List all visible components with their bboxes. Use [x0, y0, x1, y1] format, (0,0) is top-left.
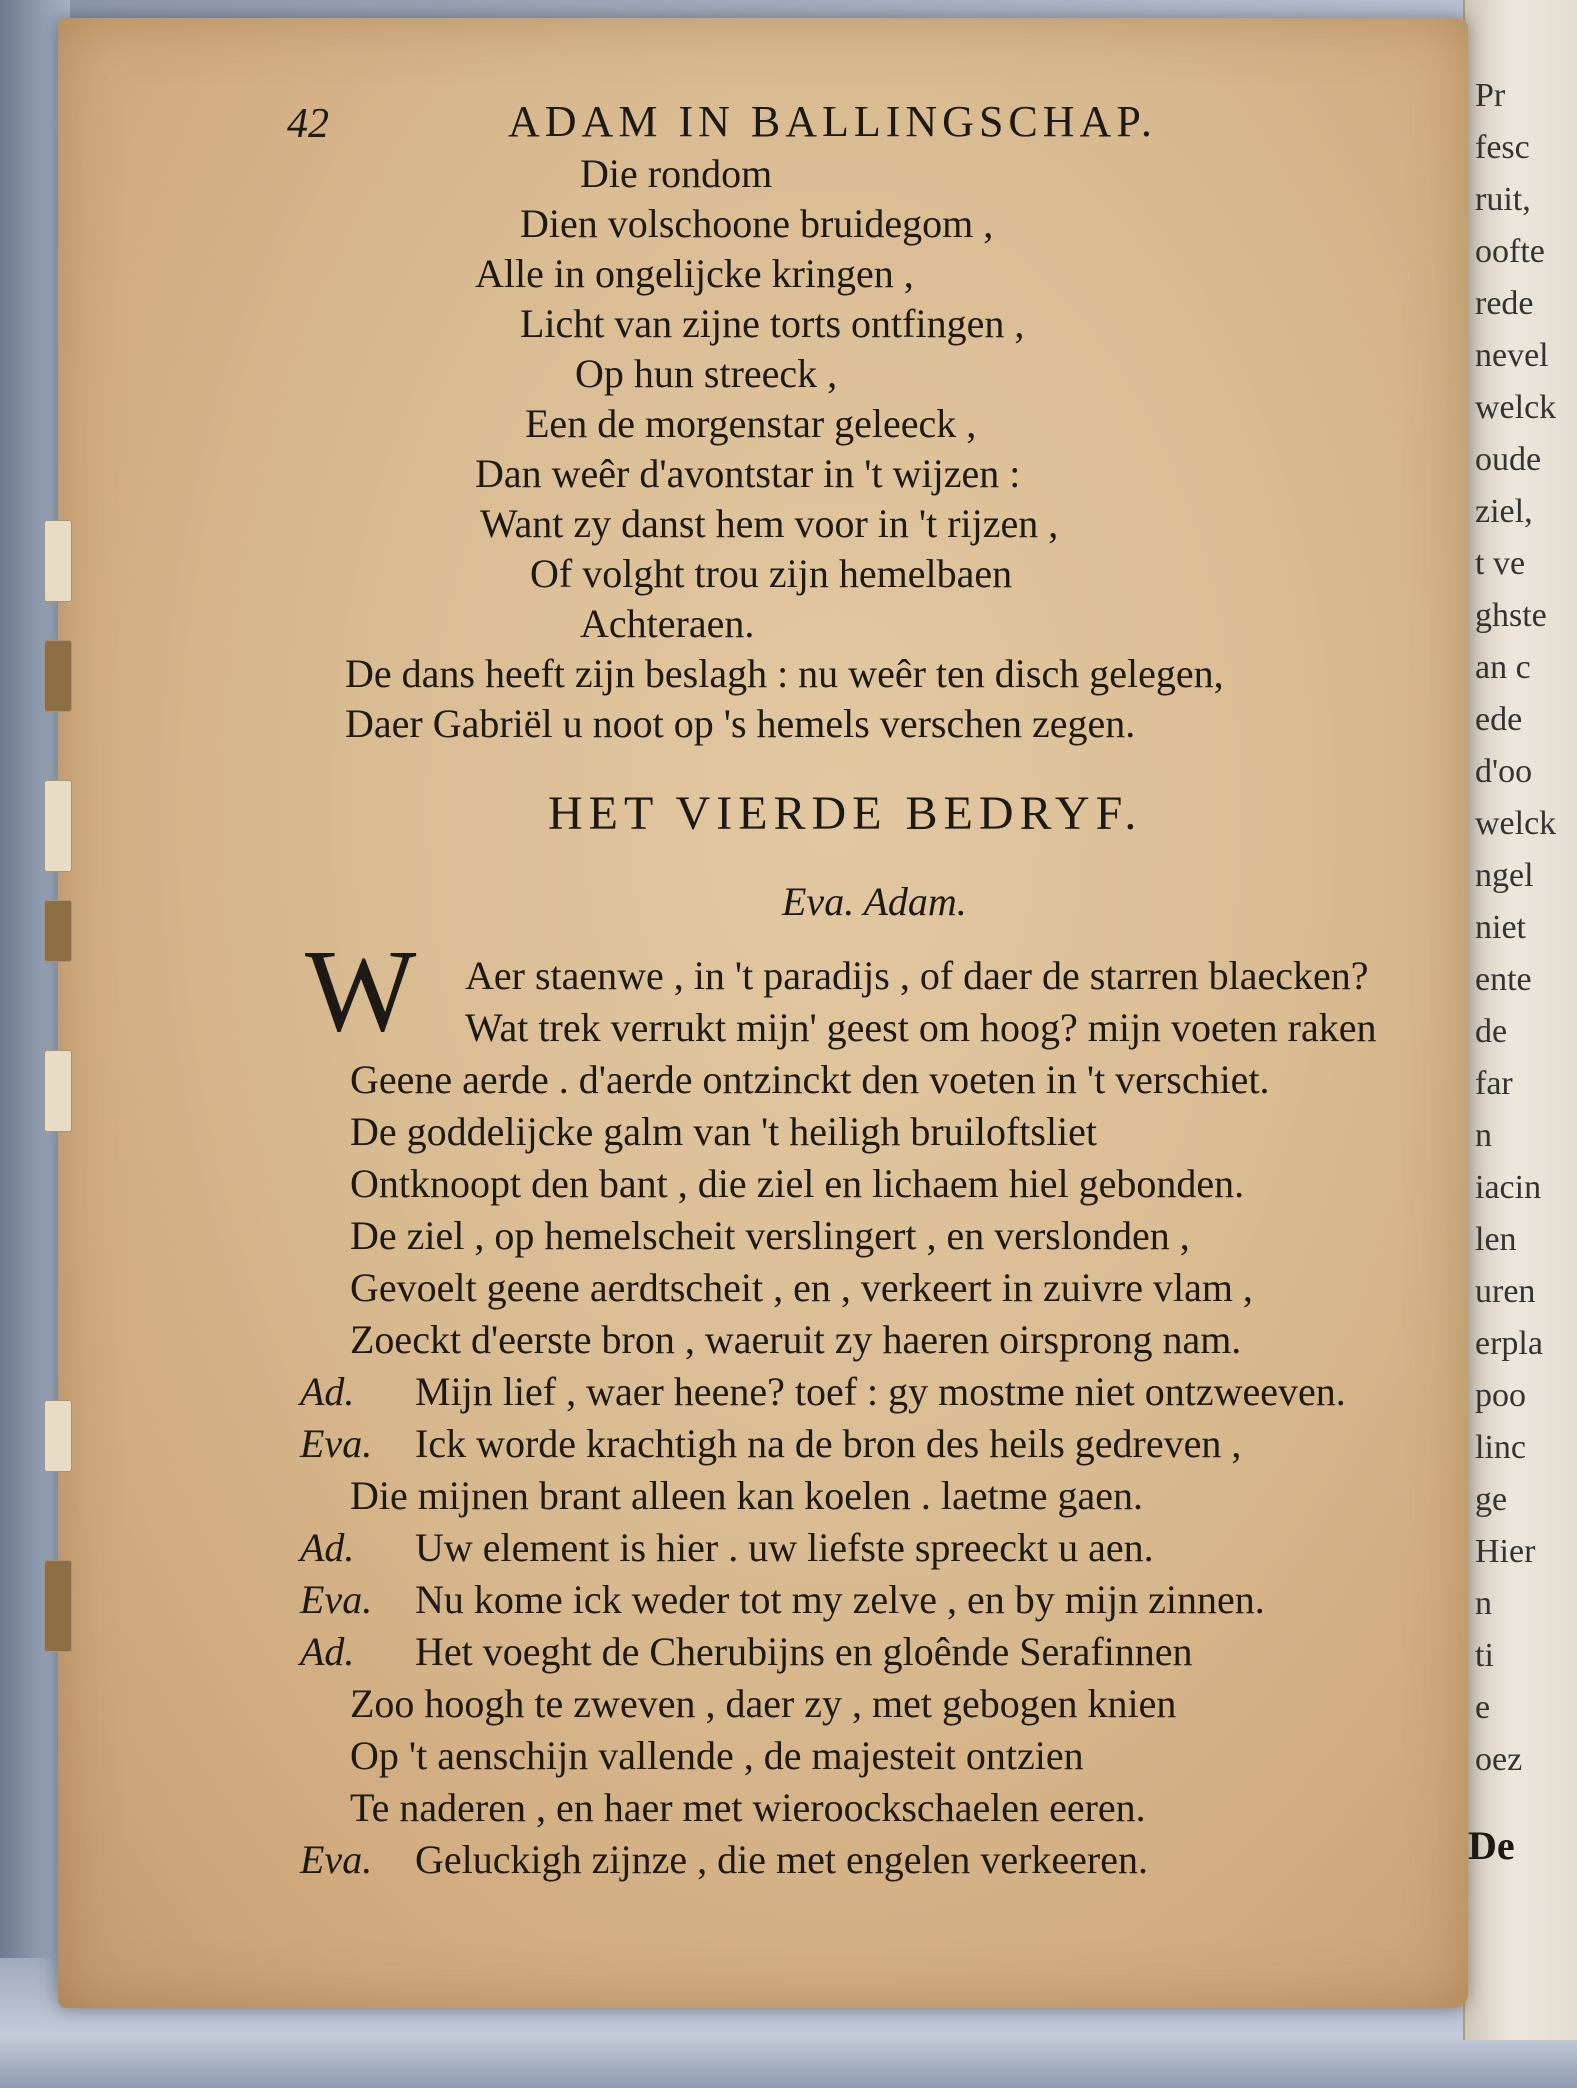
- page-tab: [44, 900, 72, 962]
- dialogue-line: Het voeght de Cherubijns en gloênde Serafinnen: [415, 1629, 1193, 1674]
- catchword: De: [1468, 1823, 1515, 1868]
- facing-page-fragment: Pr: [1475, 77, 1506, 114]
- facing-page-fragment: nevel: [1475, 337, 1549, 374]
- dialogue-line: Te naderen , en haer met wieroockschaelen eeren.: [350, 1785, 1146, 1830]
- verse-line: Achteraen.: [580, 601, 755, 646]
- facing-page-fragment: ziel,: [1475, 493, 1533, 530]
- facing-page-fragment: ruit,: [1475, 181, 1531, 218]
- dialogue-line: De ziel , op hemelscheit verslingert , en verslonden ,: [350, 1213, 1190, 1258]
- facing-page-fragment: ti: [1475, 1637, 1494, 1674]
- facing-page-fragment: far: [1475, 1065, 1513, 1102]
- page-number: 42: [287, 101, 329, 147]
- dialogue-line: Gevoelt geene aerdtscheit , en , verkeert in zuivre vlam ,: [350, 1265, 1253, 1310]
- page-tab: [44, 1050, 72, 1132]
- facing-page-fragment: t ve: [1475, 545, 1526, 582]
- dialogue-line: Aer staenwe , in 't paradijs , of daer de starren blaecken?: [465, 953, 1369, 998]
- facing-page-fragment: d'oo: [1475, 753, 1533, 790]
- facing-page-fragment: ede: [1475, 701, 1523, 738]
- dialogue-line: Geluckigh zijnze , die met engelen verkeeren.: [415, 1837, 1148, 1882]
- verse-line: Dan weêr d'avontstar in 't wijzen :: [475, 451, 1021, 496]
- verse-line: Licht van zijne torts ontfingen ,: [520, 301, 1025, 346]
- page-tab: [44, 1400, 72, 1472]
- facing-page-fragment: iacin: [1475, 1169, 1542, 1206]
- facing-page-fragment: oude: [1475, 441, 1542, 478]
- verse-line: Of volght trou zijn hemelbaen: [530, 551, 1013, 596]
- page-tab: [44, 640, 72, 712]
- cast-list: Eva. Adam.: [782, 879, 967, 924]
- facing-page-fragment: n: [1475, 1585, 1492, 1622]
- dialogue-line: Ontknoopt den bant , die ziel en lichaem hiel gebonden.: [350, 1161, 1245, 1206]
- speaker-label: Eva.: [300, 1577, 373, 1622]
- speaker-label: Eva.: [300, 1837, 373, 1882]
- facing-page-fragment: uren: [1475, 1273, 1536, 1310]
- speaker-label: Ad.: [300, 1369, 355, 1414]
- facing-page-fragment: ghste: [1475, 597, 1547, 634]
- facing-page-text: [1465, 0, 1577, 1786]
- facing-page-fragment: welck: [1475, 389, 1557, 426]
- verse-line: Op hun streeck ,: [575, 351, 838, 396]
- facing-page-fragment: poo: [1475, 1377, 1526, 1414]
- dialogue-line: Mijn lief , waer heene? toef : gy mostme niet ontzweeven.: [415, 1369, 1346, 1414]
- facing-page-fragment: an c: [1475, 649, 1531, 686]
- facing-page-fragment: de: [1475, 1013, 1508, 1050]
- facing-page-fragment: niet: [1475, 909, 1526, 946]
- drop-cap: W: [305, 925, 417, 1056]
- facing-page-fragment: fesc: [1475, 129, 1530, 166]
- dialogue-line: Ick worde krachtigh na de bron des heils gedreven ,: [415, 1421, 1242, 1466]
- running-title: ADAM IN BALLINGSCHAP.: [508, 97, 1157, 146]
- dialogue-line: Wat trek verrukt mijn' geest om hoog? mijn voeten raken: [465, 1005, 1377, 1050]
- speaker-label: Eva.: [300, 1421, 373, 1466]
- facing-page-fragment: Hier: [1475, 1533, 1536, 1570]
- facing-page-fragment: oez: [1475, 1741, 1523, 1778]
- dialogue-line: Nu kome ick weder tot my zelve , en by mijn zinnen.: [415, 1577, 1265, 1622]
- verse-line: Die rondom: [580, 151, 773, 196]
- speaker-label: Ad.: [300, 1629, 355, 1674]
- verse-line: Want zy danst hem voor in 't rijzen ,: [480, 501, 1059, 546]
- facing-page-fragment: e: [1475, 1689, 1491, 1726]
- facing-page-edge: [1463, 0, 1577, 2040]
- verse-line: Dien volschoone bruidegom ,: [520, 201, 994, 246]
- facing-page-fragment: erpla: [1475, 1325, 1543, 1362]
- facing-page-fragment: welck: [1475, 805, 1557, 842]
- dialogue-line: De goddelijcke galm van 't heiligh bruiloftsliet: [350, 1109, 1098, 1154]
- facing-page-fragment: n: [1475, 1117, 1492, 1154]
- dialogue-line: Geene aerde . d'aerde ontzinckt den voeten in 't verschiet.: [350, 1057, 1270, 1102]
- facing-page-fragment: len: [1475, 1221, 1517, 1258]
- speaker-label: Ad.: [300, 1525, 355, 1570]
- facing-page-fragment: linc: [1475, 1429, 1526, 1466]
- verse-line: Daer Gabriël u noot op 's hemels verschen zegen.: [345, 701, 1136, 746]
- facing-page-fragment: rede: [1475, 285, 1534, 322]
- page-tab: [44, 1560, 72, 1652]
- dialogue-line: Die mijnen brant alleen kan koelen . laetme gaen.: [350, 1473, 1144, 1518]
- dialogue-line: Op 't aenschijn vallende , de majesteit ontzien: [350, 1733, 1084, 1778]
- facing-page-fragment: oofte: [1475, 233, 1545, 270]
- verse-line: Een de morgenstar geleeck ,: [525, 401, 977, 446]
- dialogue-line: Zoeckt d'eerste bron , waeruit zy haeren oirsprong nam.: [350, 1317, 1242, 1362]
- verse-line: Alle in ongelijcke kringen ,: [475, 251, 914, 296]
- page-tab: [44, 780, 72, 872]
- dialogue-line: Zoo hoogh te zweven , daer zy , met gebogen knien: [350, 1681, 1177, 1726]
- act-title: HET VIERDE BEDRYF.: [548, 787, 1143, 840]
- facing-page-fragment: ge: [1475, 1481, 1508, 1518]
- facing-page-fragment: ngel: [1475, 857, 1534, 894]
- facing-page-fragment: ente: [1475, 961, 1532, 998]
- verse-line: De dans heeft zijn beslagh : nu weêr ten disch gelegen,: [345, 651, 1224, 696]
- dialogue-line: Uw element is hier . uw liefste spreeckt u aen.: [415, 1525, 1154, 1570]
- page-tab: [44, 520, 72, 602]
